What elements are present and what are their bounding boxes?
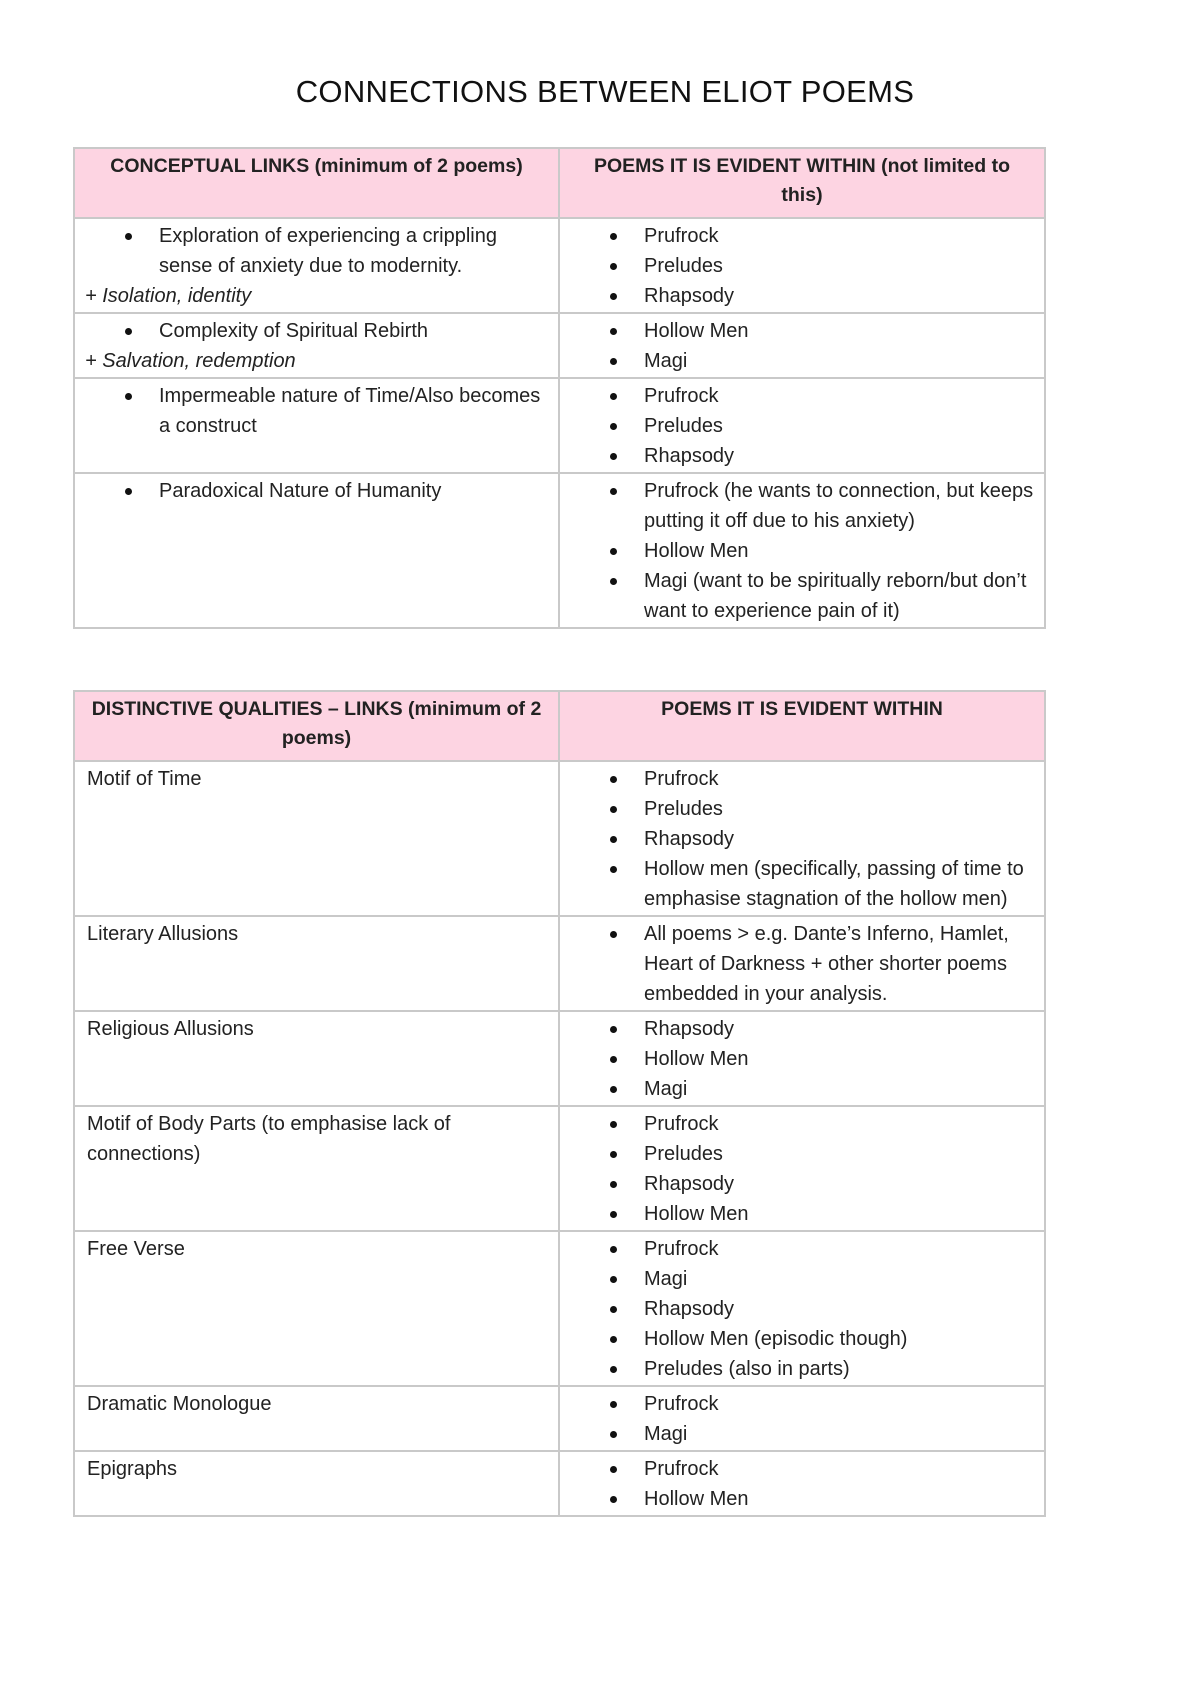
poems-cell — [559, 1386, 1045, 1451]
conceptual-link-list — [85, 381, 548, 441]
table-row — [74, 1106, 1045, 1231]
poem-list-item: Rhapsody — [644, 1294, 1034, 1324]
conceptual-link-cell — [74, 473, 559, 628]
distinctive-quality-cell — [74, 1451, 559, 1516]
conceptual-link-cell — [74, 378, 559, 473]
poem-list-item: Preludes — [644, 1139, 1034, 1169]
table-row — [74, 378, 1045, 473]
poem-list — [570, 1109, 1034, 1229]
poem-list-item: Prufrock — [644, 221, 1034, 251]
poem-list-item: Rhapsody — [644, 1169, 1034, 1199]
poem-list-item: Preludes — [644, 411, 1034, 441]
distinctive-quality-cell — [74, 1106, 559, 1231]
table-row — [74, 1231, 1045, 1386]
table-row — [74, 313, 1045, 378]
table-row — [74, 473, 1045, 628]
distinctive-quality-label: Religious Allusions — [87, 1018, 254, 1040]
conceptual-link-cell — [74, 313, 559, 378]
poem-list-item: Prufrock — [644, 764, 1034, 794]
conceptual-link-note: + Isolation, identity — [85, 285, 252, 307]
poem-list — [570, 381, 1034, 471]
poem-list-item: Rhapsody — [644, 824, 1034, 854]
poem-list-item: Hollow Men — [644, 536, 1034, 566]
conceptual-links-table — [73, 147, 1046, 629]
conceptual-link-cell — [74, 218, 559, 313]
poem-list-item: Preludes — [644, 794, 1034, 824]
poem-list-item: Prufrock — [644, 1109, 1034, 1139]
poem-list-item: Prufrock — [644, 1234, 1034, 1264]
poem-list — [570, 316, 1034, 376]
poem-list-item: Hollow Men — [644, 1044, 1034, 1074]
column-header-conceptual-links: CONCEPTUAL LINKS (minimum of 2 poems) — [74, 148, 559, 218]
poem-list-item: Prufrock — [644, 381, 1034, 411]
poems-cell — [559, 761, 1045, 916]
table-row — [74, 761, 1045, 916]
poem-list — [570, 476, 1034, 626]
distinctive-quality-cell — [74, 1011, 559, 1106]
distinctive-quality-label: Motif of Body Parts (to emphasise lack of connections) — [87, 1113, 451, 1165]
conceptual-link-item: Complexity of Spiritual Rebirth — [159, 316, 548, 346]
poem-list-item: Magi — [644, 346, 1034, 376]
poems-cell — [559, 378, 1045, 473]
poem-list-item: Rhapsody — [644, 1014, 1034, 1044]
table-row — [74, 218, 1045, 313]
distinctive-quality-label: Dramatic Monologue — [87, 1393, 272, 1415]
distinctive-quality-cell — [74, 1386, 559, 1451]
poem-list-item: Preludes — [644, 251, 1034, 281]
poem-list-item: Hollow Men — [644, 1199, 1034, 1229]
poem-list-item: All poems > e.g. Dante’s Inferno, Hamlet, Heart of Darkness + other shorter poems embedded in your analysis. — [644, 919, 1034, 1009]
poem-list-item: Rhapsody — [644, 281, 1034, 311]
distinctive-quality-cell — [74, 1231, 559, 1386]
column-header-poems: POEMS IT IS EVIDENT WITHIN — [559, 691, 1045, 761]
poem-list — [570, 1389, 1034, 1449]
poems-cell — [559, 1231, 1045, 1386]
poems-cell — [559, 313, 1045, 378]
poem-list-item: Hollow Men (episodic though) — [644, 1324, 1034, 1354]
distinctive-quality-label: Literary Allusions — [87, 923, 239, 945]
poem-list-item: Rhapsody — [644, 441, 1034, 471]
poem-list-item: Magi — [644, 1419, 1034, 1449]
poems-cell — [559, 1451, 1045, 1516]
column-header-poems: POEMS IT IS EVIDENT WITHIN (not limited to this) — [559, 148, 1045, 218]
poem-list-item: Magi — [644, 1074, 1034, 1104]
poem-list-item: Magi — [644, 1264, 1034, 1294]
poem-list-item: Prufrock — [644, 1454, 1034, 1484]
conceptual-link-list — [85, 221, 548, 281]
poem-list — [570, 1454, 1034, 1514]
table-row — [74, 1011, 1045, 1106]
conceptual-link-list — [85, 316, 548, 346]
conceptual-link-item: Exploration of experiencing a crippling sense of anxiety due to modernity. — [159, 221, 548, 281]
distinctive-quality-label: Epigraphs — [87, 1458, 178, 1480]
table-row — [74, 916, 1045, 1011]
distinctive-qualities-table — [73, 690, 1046, 1517]
table-row — [74, 1451, 1045, 1516]
poem-list — [570, 221, 1034, 311]
poem-list — [570, 764, 1034, 914]
table-header-row — [74, 148, 1045, 218]
poems-cell — [559, 473, 1045, 628]
poem-list-item: Hollow Men — [644, 316, 1034, 346]
table-row — [74, 1386, 1045, 1451]
poem-list-item: Hollow Men — [644, 1484, 1034, 1514]
poems-cell — [559, 916, 1045, 1011]
conceptual-link-item: Impermeable nature of Time/Also becomes a construct — [159, 381, 548, 441]
table-header-row — [74, 691, 1045, 761]
poems-cell — [559, 218, 1045, 313]
poem-list-item: Prufrock — [644, 1389, 1034, 1419]
poems-cell — [559, 1011, 1045, 1106]
poem-list-item: Preludes (also in parts) — [644, 1354, 1034, 1384]
distinctive-quality-label: Free Verse — [87, 1238, 185, 1260]
column-header-distinctive-qualities: DISTINCTIVE QUALITIES – LINKS (minimum of 2 poems) — [74, 691, 559, 761]
poem-list-item: Prufrock (he wants to connection, but keeps putting it off due to his anxiety) — [644, 476, 1034, 536]
distinctive-quality-cell — [74, 761, 559, 916]
poem-list-item: Hollow men (specifically, passing of time to emphasise stagnation of the hollow men) — [644, 854, 1034, 914]
poem-list — [570, 919, 1034, 1009]
document-title: CONNECTIONS BETWEEN ELIOT POEMS — [295, 74, 915, 109]
poems-cell — [559, 1106, 1045, 1231]
distinctive-quality-label: Motif of Time — [87, 768, 202, 790]
distinctive-quality-cell — [74, 916, 559, 1011]
poem-list — [570, 1234, 1034, 1384]
poem-list-item: Magi (want to be spiritually reborn/but don’t want to experience pain of it) — [644, 566, 1034, 626]
conceptual-link-list — [85, 476, 548, 506]
poem-list — [570, 1014, 1034, 1104]
conceptual-link-note: + Salvation, redemption — [85, 350, 296, 372]
conceptual-link-item: Paradoxical Nature of Humanity — [159, 476, 548, 506]
